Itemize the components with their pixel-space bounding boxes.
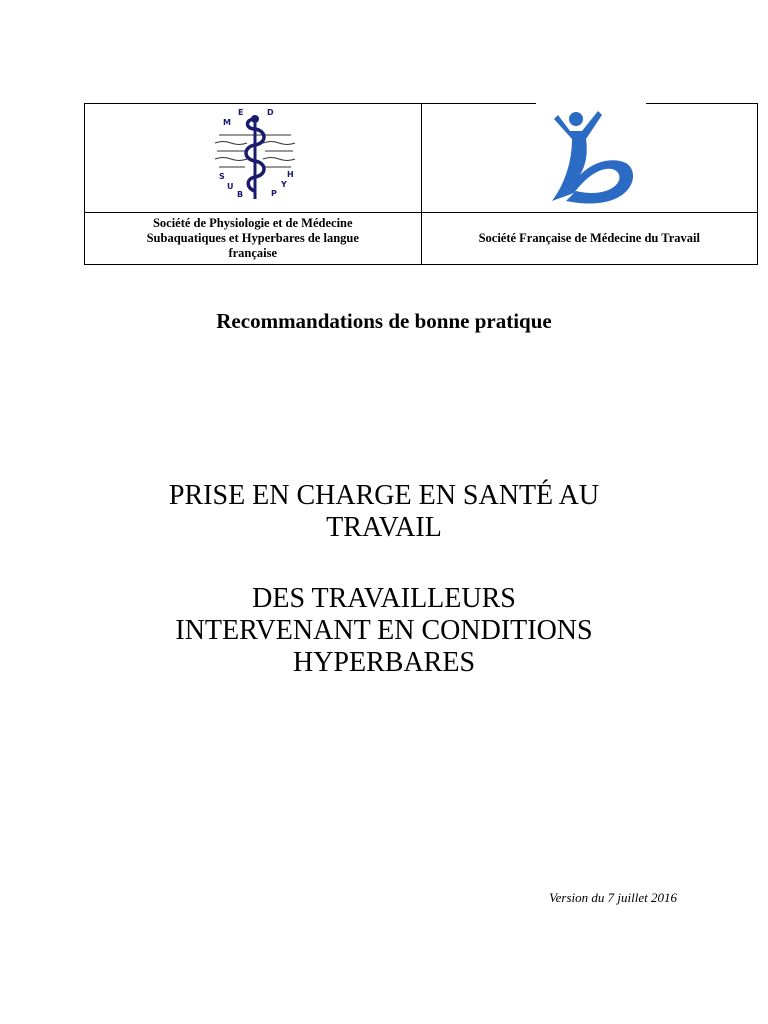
left-logo-cell	[85, 104, 422, 213]
document-subtitle: Recommandations de bonne pratique	[216, 309, 552, 333]
left-logo-caption: Société de Physiologie et de Médecine Subaquatiques et Hyperbares de langue française	[85, 213, 422, 265]
svg-text:Y: Y	[281, 180, 287, 189]
svg-text:E: E	[238, 108, 244, 117]
document-title-part-2: DES TRAVAILLEURS INTERVENANT EN CONDITIONS HYPERBARES	[175, 583, 593, 678]
header-logo-table	[84, 103, 758, 265]
svg-text:P: P	[271, 189, 277, 198]
right-logo-caption: Société Française de Médecine du Travail	[421, 213, 758, 265]
sfmt-logo	[536, 101, 646, 211]
right-logo-cell	[421, 104, 758, 213]
svg-text:B: B	[237, 190, 244, 199]
version-date: Version du 7 juillet 2016	[549, 890, 677, 905]
svg-text:M: M	[223, 118, 231, 127]
svg-text:H: H	[287, 170, 294, 179]
svg-text:D: D	[267, 108, 274, 117]
medsubhyp-logo	[205, 107, 305, 207]
svg-text:U: U	[227, 182, 234, 191]
svg-text:S: S	[219, 172, 225, 181]
document-title-part-1: PRISE EN CHARGE EN SANTÉ AU TRAVAIL	[168, 480, 600, 543]
